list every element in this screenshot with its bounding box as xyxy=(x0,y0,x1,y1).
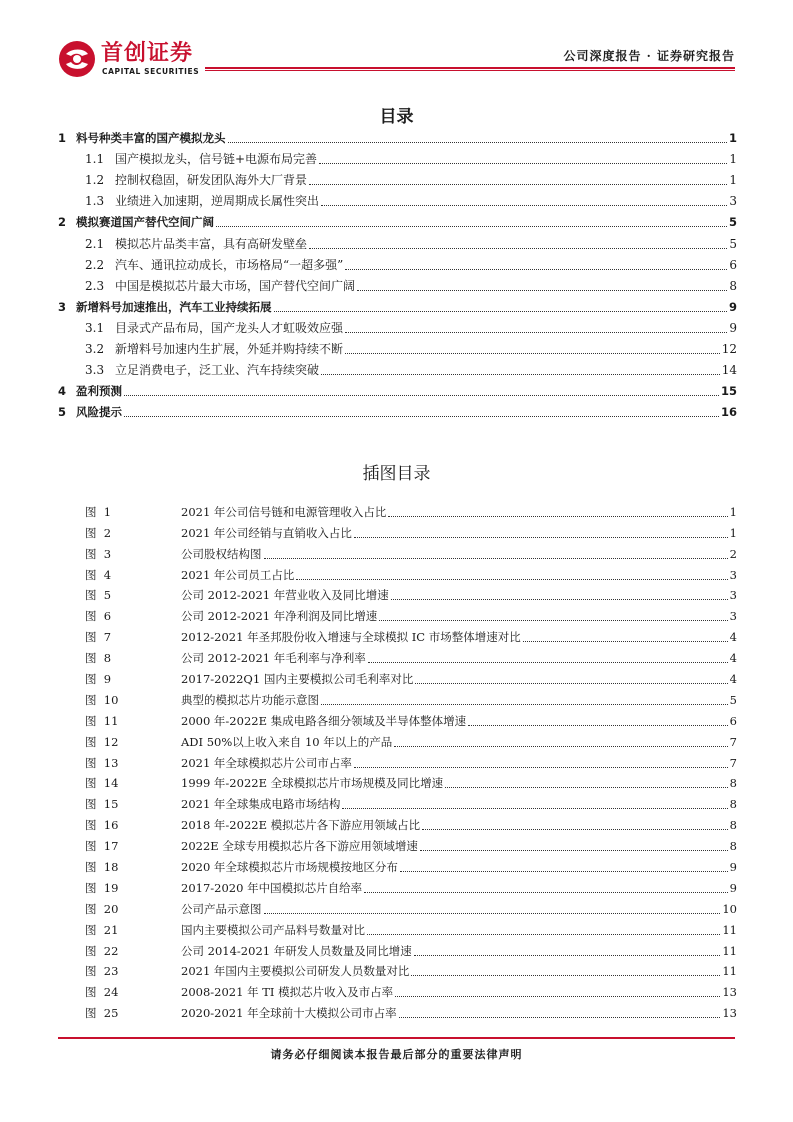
figure-entry[interactable] xyxy=(58,624,737,645)
dot-leader xyxy=(309,184,727,185)
figure-entry[interactable] xyxy=(58,708,737,729)
figure-entry[interactable] xyxy=(58,583,737,604)
toc-entry[interactable] xyxy=(58,399,737,420)
toc-entry[interactable] xyxy=(58,273,737,294)
figure-entry-number: 图 23 xyxy=(85,964,119,979)
figure-entry[interactable] xyxy=(58,520,737,541)
figure-entry[interactable] xyxy=(58,750,737,771)
figure-entry-number: 图 8 xyxy=(85,651,112,666)
toc-entry-text: 新增料号加速内生扩展，外延并购持续不断 xyxy=(115,342,344,357)
dot-leader xyxy=(124,395,719,396)
toc-entry-text: 汽车、通讯拉动成长，市场格局“一超多强” xyxy=(115,257,344,272)
figure-entry-number: 图 6 xyxy=(85,609,112,624)
figure-entry[interactable] xyxy=(58,687,737,708)
figure-entry-text: 典型的模拟芯片功能示意图 xyxy=(181,692,319,707)
toc-entry-number: 3.3 xyxy=(85,363,105,378)
toc-entry[interactable] xyxy=(58,125,737,146)
figure-entry-text: 2017-2020 年中国模拟芯片自给率 xyxy=(181,880,363,895)
toc-entry-number: 2.1 xyxy=(85,236,105,251)
dot-leader xyxy=(354,767,728,768)
figure-entry-number: 图 5 xyxy=(85,588,112,603)
figure-entry-text: 公司 2012-2021 年净利润及同比增速 xyxy=(181,609,378,624)
dot-leader xyxy=(321,205,727,206)
toc-entry[interactable] xyxy=(58,294,737,315)
dot-leader xyxy=(345,332,727,333)
figure-entry-text: 2020-2021 年全球前十大模拟公司市占率 xyxy=(181,1006,397,1021)
dot-leader xyxy=(124,416,719,417)
figure-entry-text: 2012-2021 年圣邦股份收入增速与全球模拟 IC 市场整体增速对比 xyxy=(181,630,521,645)
logo-english-name: CAPITAL SECURITIES xyxy=(102,67,200,76)
header-divider xyxy=(205,67,735,69)
dot-leader xyxy=(345,269,727,270)
figure-entry-number: 图 21 xyxy=(85,922,119,937)
toc-entry[interactable] xyxy=(58,188,737,209)
dot-leader xyxy=(391,599,728,600)
dot-leader xyxy=(216,226,727,227)
figure-entry-text: 公司 2012-2021 年毛利率与净利率 xyxy=(181,651,366,666)
dot-leader xyxy=(523,641,728,642)
page-header xyxy=(0,0,793,80)
dot-leader xyxy=(345,353,720,354)
figure-entry-page: 1 xyxy=(729,504,737,519)
figure-entry-page: 13 xyxy=(722,985,737,1000)
figure-entry[interactable] xyxy=(58,959,737,980)
toc-entry-page: 9 xyxy=(728,299,737,314)
figure-entry[interactable] xyxy=(58,666,737,687)
toc-entry-number: 2 xyxy=(58,215,67,230)
logo-mark-icon xyxy=(58,40,96,78)
figure-entry-page: 4 xyxy=(729,651,737,666)
figure-entry-number: 图 13 xyxy=(85,755,119,770)
toc-entry-text: 盈利预测 xyxy=(76,384,122,399)
toc-entry-text: 料号种类丰富的国产模拟龙头 xyxy=(76,131,226,146)
figure-entry-text: 2000 年-2022E 集成电路各细分领域及半导体整体增速 xyxy=(181,713,467,728)
dot-leader xyxy=(321,704,728,705)
dot-leader xyxy=(228,142,727,143)
figure-entry-page: 10 xyxy=(722,901,737,916)
figure-entry-number: 图 9 xyxy=(85,672,112,687)
figure-entry[interactable] xyxy=(58,979,737,1000)
figure-entry[interactable] xyxy=(58,896,737,917)
figure-entry-text: 公司 2014-2021 年研发人员数量及同比增速 xyxy=(181,943,412,958)
toc-entry-page: 1 xyxy=(729,152,737,167)
figure-entry-page: 7 xyxy=(729,734,737,749)
figure-entry-page: 3 xyxy=(729,567,737,582)
figure-entry-number: 图 22 xyxy=(85,943,119,958)
toc-entry-number: 4 xyxy=(58,384,67,399)
figure-entry-text: 2021 年公司经销与直销收入占比 xyxy=(181,525,352,540)
figure-entry-text: 公司股权结构图 xyxy=(181,546,262,561)
toc-entry-text: 立足消费电子，泛工业、汽车持续突破 xyxy=(115,363,320,378)
toc-entry[interactable] xyxy=(58,146,737,167)
dot-leader xyxy=(309,248,727,249)
figure-entry-page: 11 xyxy=(722,943,737,958)
toc-entry-text: 风险提示 xyxy=(76,405,122,420)
figure-entry[interactable] xyxy=(58,603,737,624)
figure-entry-number: 图 12 xyxy=(85,734,119,749)
dot-leader xyxy=(399,1017,721,1018)
toc-entry-text: 中国是模拟芯片最大市场，国产替代空间广阔 xyxy=(115,278,356,293)
toc-list xyxy=(58,125,737,420)
toc-entry-page: 9 xyxy=(729,320,737,335)
figure-entry-page: 6 xyxy=(729,713,737,728)
toc-entry-text: 业绩进入加速期，逆周期成长属性突出 xyxy=(115,194,320,209)
dot-leader xyxy=(414,955,721,956)
toc-entry-page: 6 xyxy=(729,257,737,272)
figure-entry-text: 2021 年全球模拟芯片公司市占率 xyxy=(181,755,352,770)
toc-entry-text: 目录式产品布局，国产龙头人才虹吸效应强 xyxy=(115,320,344,335)
figure-entry-page: 4 xyxy=(729,672,737,687)
toc-entry[interactable] xyxy=(58,230,737,251)
toc-entry[interactable] xyxy=(58,315,737,336)
figure-entry-number: 图 16 xyxy=(85,818,119,833)
dot-leader xyxy=(420,850,728,851)
dot-leader xyxy=(264,913,721,914)
figure-entry-text: 2020 年全球模拟芯片市场规模按地区分布 xyxy=(181,860,398,875)
toc-entry-text: 新增料号加速推出，汽车工业持续拓展 xyxy=(76,299,272,314)
figure-entry[interactable] xyxy=(58,771,737,792)
figure-entry-number: 图 14 xyxy=(85,776,119,791)
figure-entry-page: 3 xyxy=(729,588,737,603)
figure-entry-page: 11 xyxy=(722,964,737,979)
figure-entry[interactable] xyxy=(58,938,737,959)
toc-entry-number: 3.2 xyxy=(85,342,105,357)
figure-entry-page: 8 xyxy=(729,797,737,812)
toc-entry-number: 3 xyxy=(58,299,67,314)
toc-entry-page: 1 xyxy=(729,173,737,188)
dot-leader xyxy=(422,829,728,830)
toc-entry-text: 国产模拟龙头，信号链+电源布局完善 xyxy=(115,152,318,167)
figure-entry-number: 图 18 xyxy=(85,860,119,875)
figure-entry[interactable] xyxy=(58,917,737,938)
toc-entry-page: 15 xyxy=(720,384,737,399)
dot-leader xyxy=(395,996,720,997)
figure-entry-text: 2021 年公司员工占比 xyxy=(181,567,295,582)
figure-entry-page: 9 xyxy=(729,860,737,875)
figure-entry[interactable] xyxy=(58,1000,737,1021)
toc-entry-number: 2.3 xyxy=(85,278,105,293)
figure-entry-page: 11 xyxy=(722,922,737,937)
figure-entry-number: 图 3 xyxy=(85,546,112,561)
figure-entry-page: 13 xyxy=(722,1006,737,1021)
figure-entry-number: 图 19 xyxy=(85,880,119,895)
toc-entry-number: 1.2 xyxy=(85,173,105,188)
logo-chinese-name: 首创证券 xyxy=(101,41,194,66)
figure-entry[interactable] xyxy=(58,562,737,583)
toc-entry-text: 模拟赛道国产替代空间广阔 xyxy=(76,215,214,230)
dot-leader xyxy=(400,871,728,872)
toc-entry-number: 2.2 xyxy=(85,257,105,272)
figure-index-title: 插图目录 xyxy=(362,464,431,484)
dot-leader xyxy=(379,620,727,621)
dot-leader xyxy=(415,683,727,684)
figure-entry-page: 2 xyxy=(729,546,737,561)
figure-entry-number: 图 10 xyxy=(85,692,119,707)
figure-entry-text: 2021 年国内主要模拟公司研发人员数量对比 xyxy=(181,964,410,979)
figure-entry-page: 8 xyxy=(729,776,737,791)
toc-entry-text: 控制权稳固，研发团队海外大厂背景 xyxy=(115,173,308,188)
toc-entry[interactable] xyxy=(58,167,737,188)
figure-entry[interactable] xyxy=(58,645,737,666)
figure-entry-text: 国内主要模拟公司产品料号数量对比 xyxy=(181,922,365,937)
figure-entry-text: ADI 50%以上收入来自 10 年以上的产品 xyxy=(181,734,393,749)
figure-entry-number: 图 1 xyxy=(85,504,112,519)
toc-entry-page: 5 xyxy=(729,236,737,251)
figure-entry[interactable] xyxy=(58,854,737,875)
dot-leader xyxy=(342,808,727,809)
toc-title: 目录 xyxy=(379,107,414,127)
figure-entry-text: 2021 年公司信号链和电源管理收入占比 xyxy=(181,504,387,519)
toc-entry-page: 5 xyxy=(728,215,737,230)
dot-leader xyxy=(388,516,727,517)
dot-leader xyxy=(394,746,727,747)
toc-entry[interactable] xyxy=(58,378,737,399)
figure-entry-text: 2022E 全球专用模拟芯片各下游应用领域增速 xyxy=(181,839,418,854)
toc-entry-number: 3.1 xyxy=(85,320,105,335)
toc-entry-number: 1.3 xyxy=(85,194,105,209)
figure-entry-page: 8 xyxy=(729,839,737,854)
figure-entry-number: 图 2 xyxy=(85,525,112,540)
dot-leader xyxy=(264,558,728,559)
legal-disclaimer: 请务必仔细阅读本报告最后部分的重要法律声明 xyxy=(270,1048,523,1061)
dot-leader xyxy=(354,537,728,538)
figure-entry[interactable] xyxy=(58,791,737,812)
figure-entry-page: 7 xyxy=(729,755,737,770)
figure-entry[interactable] xyxy=(58,499,737,520)
figure-entry[interactable] xyxy=(58,541,737,562)
toc-entry-page: 3 xyxy=(729,194,737,209)
toc-entry-page: 12 xyxy=(721,342,737,357)
figure-entry-text: 2018 年-2022E 模拟芯片各下游应用领域占比 xyxy=(181,818,421,833)
dot-leader xyxy=(274,311,727,312)
toc-entry[interactable] xyxy=(58,209,737,230)
dot-leader xyxy=(411,975,720,976)
figure-entry-text: 1999 年-2022E 全球模拟芯片市场规模及同比增速 xyxy=(181,776,444,791)
figure-entry-number: 图 7 xyxy=(85,630,112,645)
dot-leader xyxy=(468,725,728,726)
toc-entry[interactable] xyxy=(58,336,737,357)
figure-entry-number: 图 17 xyxy=(85,839,119,854)
figure-entry[interactable] xyxy=(58,833,737,854)
dot-leader xyxy=(364,892,728,893)
report-type-label: 公司深度报告 · 证券研究报告 xyxy=(563,49,735,63)
dot-leader xyxy=(368,662,728,663)
toc-entry-page: 14 xyxy=(721,363,737,378)
figure-entry-text: 2008-2021 年 TI 模拟芯片收入及市占率 xyxy=(181,985,394,1000)
figure-entry-page: 1 xyxy=(729,525,737,540)
toc-entry-text: 模拟芯片品类丰富，具有高研发壁垒 xyxy=(115,236,308,251)
toc-entry-number: 1.1 xyxy=(85,152,105,167)
figure-entry-page: 8 xyxy=(729,818,737,833)
figure-entry[interactable] xyxy=(58,729,737,750)
figure-entry-text: 公司 2012-2021 年营业收入及同比增速 xyxy=(181,588,389,603)
figure-index-list xyxy=(58,499,737,1021)
figure-entry-number: 图 20 xyxy=(85,901,119,916)
toc-entry-page: 1 xyxy=(728,131,737,146)
figure-entry-page: 9 xyxy=(729,880,737,895)
figure-entry[interactable] xyxy=(58,812,737,833)
figure-entry-text: 2017-2022Q1 国内主要模拟公司毛利率对比 xyxy=(181,672,414,687)
figure-entry-number: 图 24 xyxy=(85,985,119,1000)
toc-entry-page: 8 xyxy=(729,278,737,293)
figure-entry-page: 4 xyxy=(729,630,737,645)
dot-leader xyxy=(296,579,727,580)
figure-entry-text: 2021 年全球集成电路市场结构 xyxy=(181,797,341,812)
dot-leader xyxy=(445,787,728,788)
toc-entry-number: 1 xyxy=(58,131,67,146)
figure-entry-page: 5 xyxy=(729,692,737,707)
toc-entry-number: 5 xyxy=(58,405,67,420)
figure-entry-page: 3 xyxy=(729,609,737,624)
figure-entry-number: 图 25 xyxy=(85,1006,119,1021)
figure-entry-number: 图 15 xyxy=(85,797,119,812)
dot-leader xyxy=(321,374,720,375)
toc-entry[interactable] xyxy=(58,252,737,273)
figure-entry[interactable] xyxy=(58,875,737,896)
toc-entry[interactable] xyxy=(58,357,737,378)
dot-leader xyxy=(357,290,727,291)
figure-entry-text: 公司产品示意图 xyxy=(181,901,262,916)
company-logo xyxy=(58,40,218,80)
figure-entry-number: 图 11 xyxy=(85,713,119,728)
header-divider-thin xyxy=(205,70,735,71)
footer-divider xyxy=(58,1037,735,1039)
dot-leader xyxy=(319,163,727,164)
figure-entry-number: 图 4 xyxy=(85,567,112,582)
dot-leader xyxy=(367,934,720,935)
toc-entry-page: 16 xyxy=(720,405,737,420)
